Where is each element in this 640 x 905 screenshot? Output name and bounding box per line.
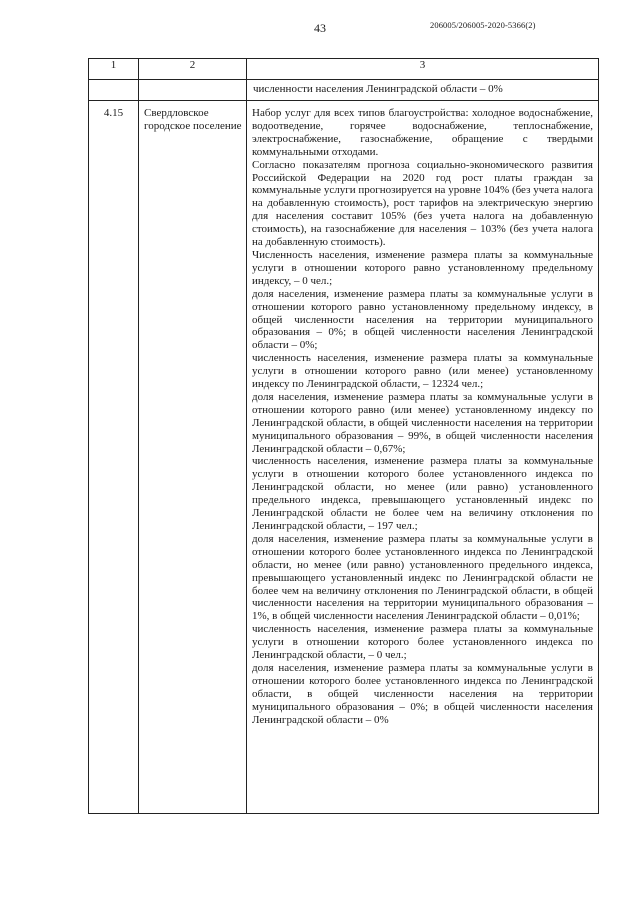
continuation-cell-1 bbox=[89, 80, 139, 101]
paragraph: численность населения, изменение размера платы за коммунальные услуги в отношении которого более установленного индекса по Ленинградской области, но менее (или равно) установленного предельного индекса, превышающего установленный индекс по Ленинградской области не более чем на величину отклонения по Ленинградской области, – 197 чел.; bbox=[252, 455, 593, 532]
paragraph: Согласно показателям прогноза социально-экономического развития Российской Федерации на 2020 год рост платы граждан за коммунальные услуги прогнозируется на уровне 104% (без учета налога на добавленную стоимость), рост тарифов на электрическую энергию для населения составит 105% (без учета налога на добавленную стоимость), на газоснабжение для населения – 103% (без учета налога на добавленную стоимость). bbox=[252, 158, 593, 249]
column-header-3: 3 bbox=[247, 59, 599, 80]
paragraph: численность населения, изменение размера платы за коммунальные услуги в отношении которого более установленного индекса по Ленинградской области, – 0 чел.; bbox=[252, 623, 593, 662]
continuation-row bbox=[89, 80, 599, 101]
paragraph: доля населения, изменение размера платы за коммунальные услуги в отношении которого более установленного индекса по Ленинградской области, в общей численности населения на территории муниципального образования – 0%; в общей численности населения Ленинградской области – 0% bbox=[252, 661, 593, 726]
document-table bbox=[88, 58, 599, 814]
paragraph: доля населения, изменение размера платы за коммунальные услуги в отношении которого более установленного индекса по Ленинградской области, но менее (или равно) установленного предельного индекса, превышающего установленный индекс по Ленинградской области не более чем на величину отклонения по Ленинградской области, в общей численности населения на территории муниципального образования – 1%, в общей численности населения Ленинградской области – 0,01%; bbox=[252, 532, 593, 623]
continuation-cell-2 bbox=[139, 80, 247, 101]
paragraph: Набор услуг для всех типов благоустройства: холодное водоснабжение, водоотведение, горячее водоснабжение, теплоснабжение, электроснабжение, газоснабжение, обращение с твердыми коммунальными отходами. bbox=[252, 107, 593, 158]
table-header-row bbox=[89, 59, 599, 80]
row-description bbox=[247, 101, 599, 814]
continuation-text: численности населения Ленинградской области – 0% bbox=[247, 80, 599, 101]
column-header-1: 1 bbox=[89, 59, 139, 80]
paragraph: доля населения, изменение размера платы за коммунальные услуги в отношении которого равно установленному предельному индексу, в общей численности населения на территории муниципального образования – 0%; в общей численности населения Ленинградской области – 0%; bbox=[252, 287, 593, 352]
paragraph: доля населения, изменение размера платы за коммунальные услуги в отношении которого равно (или менее) установленному индексу по Ленинградской области, в общей численности населения на территории муниципального образования – 99%, в общей численности населения Ленинградской области – 0,67%; bbox=[252, 390, 593, 455]
document-id: 206005/206005-2020-5366(2) bbox=[430, 20, 536, 30]
page-number: 43 bbox=[314, 21, 326, 35]
paragraph: Численность населения, изменение размера платы за коммунальные услуги в отношении которого равно установленному предельному индексу, – 0 чел.; bbox=[252, 248, 593, 287]
settlement-name: Свердловское городское поселение bbox=[139, 101, 247, 814]
column-header-2: 2 bbox=[139, 59, 247, 80]
table-row bbox=[89, 101, 599, 814]
paragraph: численность населения, изменение размера платы за коммунальные услуги в отношении которого равно (или менее) установленному индексу по Ленинградской области, – 12324 чел.; bbox=[252, 352, 593, 391]
row-number: 4.15 bbox=[89, 101, 139, 814]
